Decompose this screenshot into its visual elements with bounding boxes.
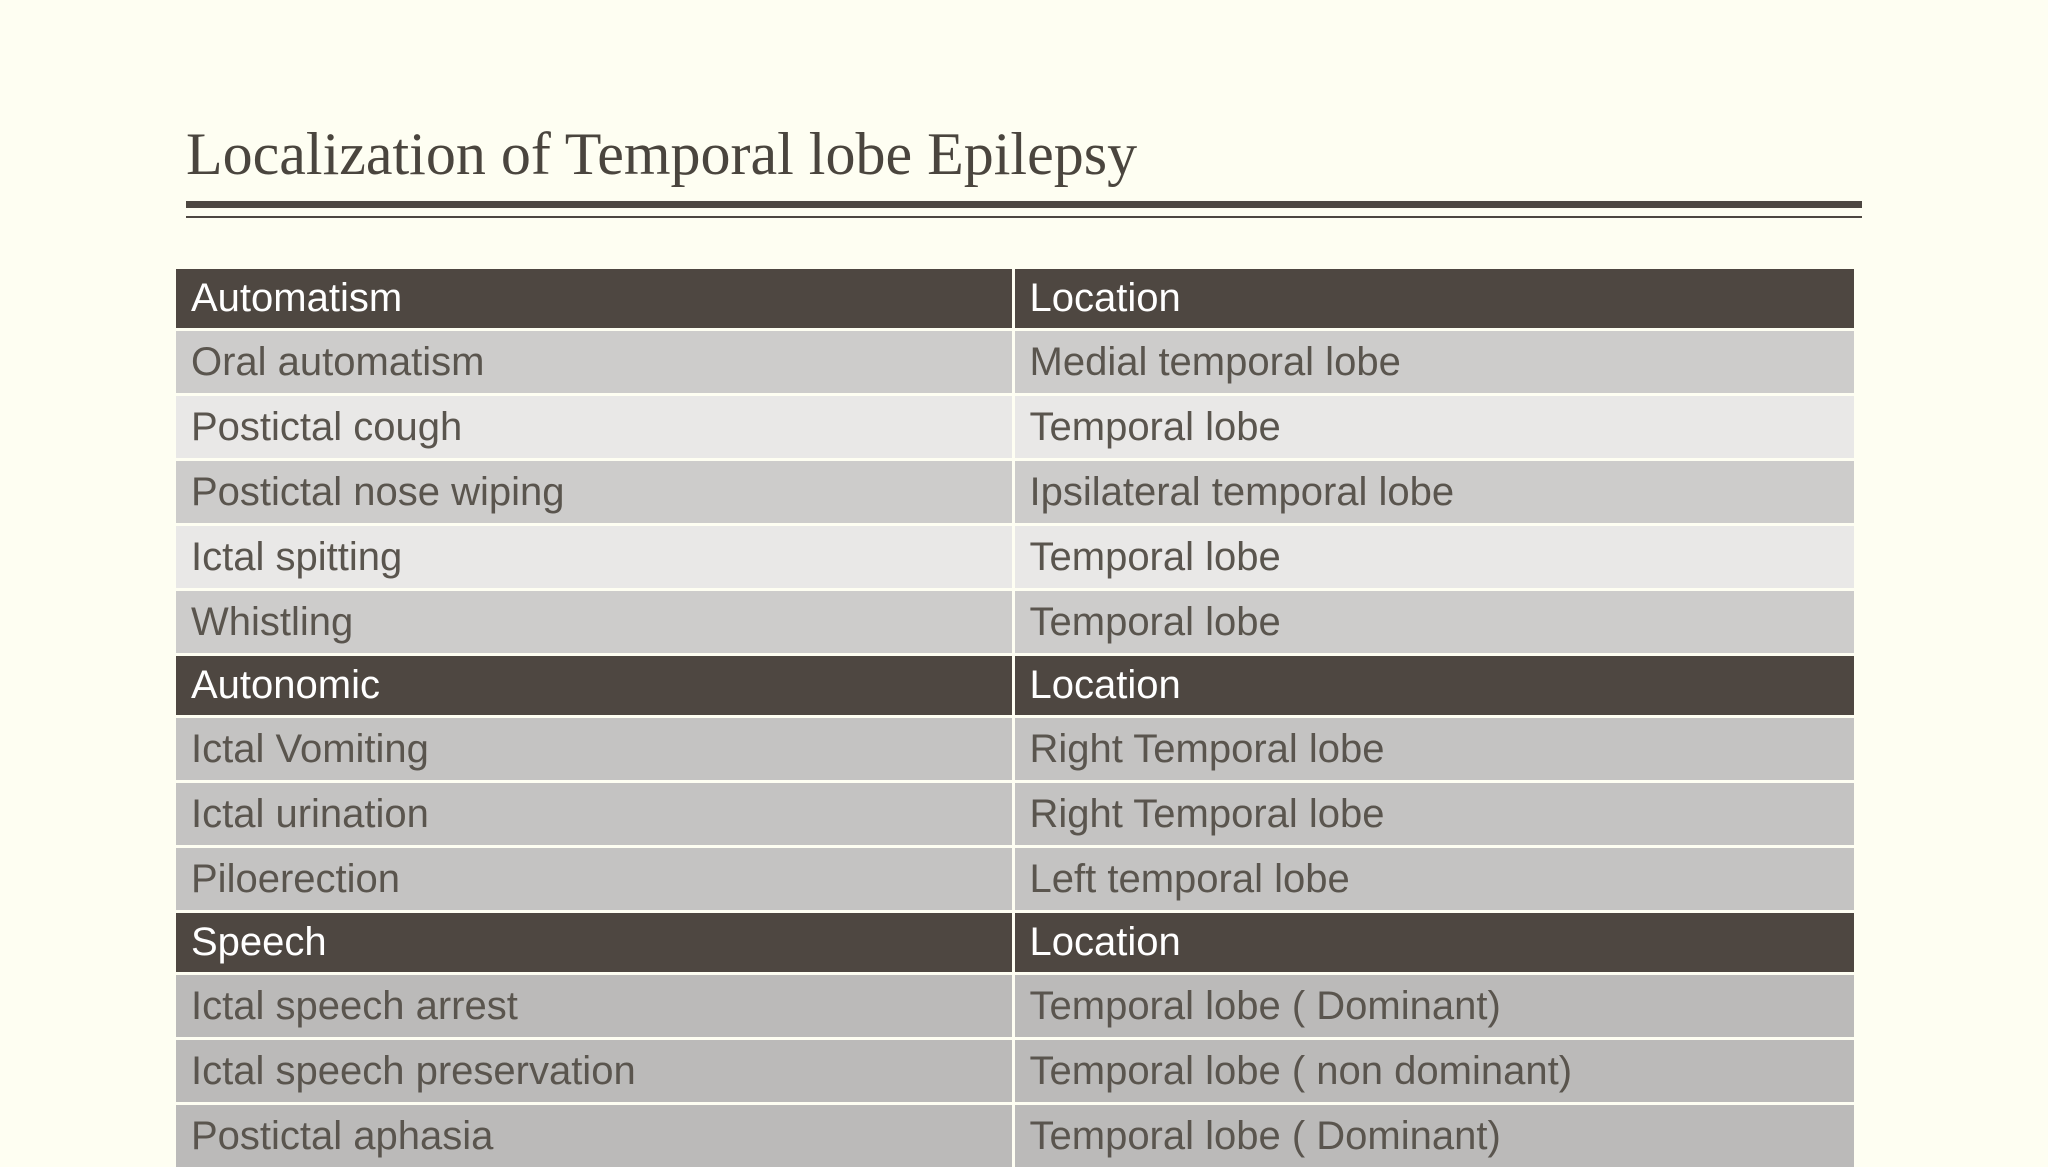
cell-sign: Oral automatism bbox=[176, 330, 1013, 395]
cell-sign: Whistling bbox=[176, 590, 1013, 655]
table-row bbox=[176, 782, 1854, 847]
cell-location: Left temporal lobe bbox=[1013, 847, 1854, 912]
table-row bbox=[176, 460, 1854, 525]
table-row bbox=[176, 395, 1854, 460]
cell-sign: Ictal speech preservation bbox=[176, 1039, 1013, 1104]
cell-location: Right Temporal lobe bbox=[1013, 717, 1854, 782]
table-row bbox=[176, 1104, 1854, 1167]
cell-location: Medial temporal lobe bbox=[1013, 330, 1854, 395]
header-cell-location: Location bbox=[1013, 655, 1854, 717]
table-row bbox=[176, 590, 1854, 655]
cell-location: Temporal lobe ( Dominant) bbox=[1013, 1104, 1854, 1167]
cell-location: Temporal lobe bbox=[1013, 525, 1854, 590]
cell-location: Temporal lobe bbox=[1013, 590, 1854, 655]
cell-location: Temporal lobe ( Dominant) bbox=[1013, 974, 1854, 1039]
cell-sign: Postictal nose wiping bbox=[176, 460, 1013, 525]
cell-location: Temporal lobe bbox=[1013, 395, 1854, 460]
table-row bbox=[176, 525, 1854, 590]
header-cell-location: Location bbox=[1013, 269, 1854, 330]
cell-sign: Piloerection bbox=[176, 847, 1013, 912]
table-row bbox=[176, 847, 1854, 912]
table-row bbox=[176, 974, 1854, 1039]
header-cell-category: Autonomic bbox=[176, 655, 1013, 717]
table-header-row-speech bbox=[176, 912, 1854, 974]
table-row bbox=[176, 717, 1854, 782]
localization-table bbox=[176, 269, 1854, 1167]
table-row bbox=[176, 330, 1854, 395]
cell-location: Right Temporal lobe bbox=[1013, 782, 1854, 847]
cell-sign: Ictal spitting bbox=[176, 525, 1013, 590]
title-underline-thin bbox=[186, 216, 1862, 218]
header-cell-location: Location bbox=[1013, 912, 1854, 974]
cell-sign: Postictal cough bbox=[176, 395, 1013, 460]
title-underline-thick bbox=[186, 201, 1862, 208]
header-cell-category: Automatism bbox=[176, 269, 1013, 330]
table-header-row-automatism bbox=[176, 269, 1854, 330]
cell-location: Temporal lobe ( non dominant) bbox=[1013, 1039, 1854, 1104]
slide-title: Localization of Temporal lobe Epilepsy bbox=[186, 118, 1137, 190]
cell-sign: Ictal speech arrest bbox=[176, 974, 1013, 1039]
cell-sign: Ictal Vomiting bbox=[176, 717, 1013, 782]
cell-sign: Ictal urination bbox=[176, 782, 1013, 847]
cell-sign: Postictal aphasia bbox=[176, 1104, 1013, 1167]
table-header-row-autonomic bbox=[176, 655, 1854, 717]
cell-location: Ipsilateral temporal lobe bbox=[1013, 460, 1854, 525]
header-cell-category: Speech bbox=[176, 912, 1013, 974]
table-row bbox=[176, 1039, 1854, 1104]
